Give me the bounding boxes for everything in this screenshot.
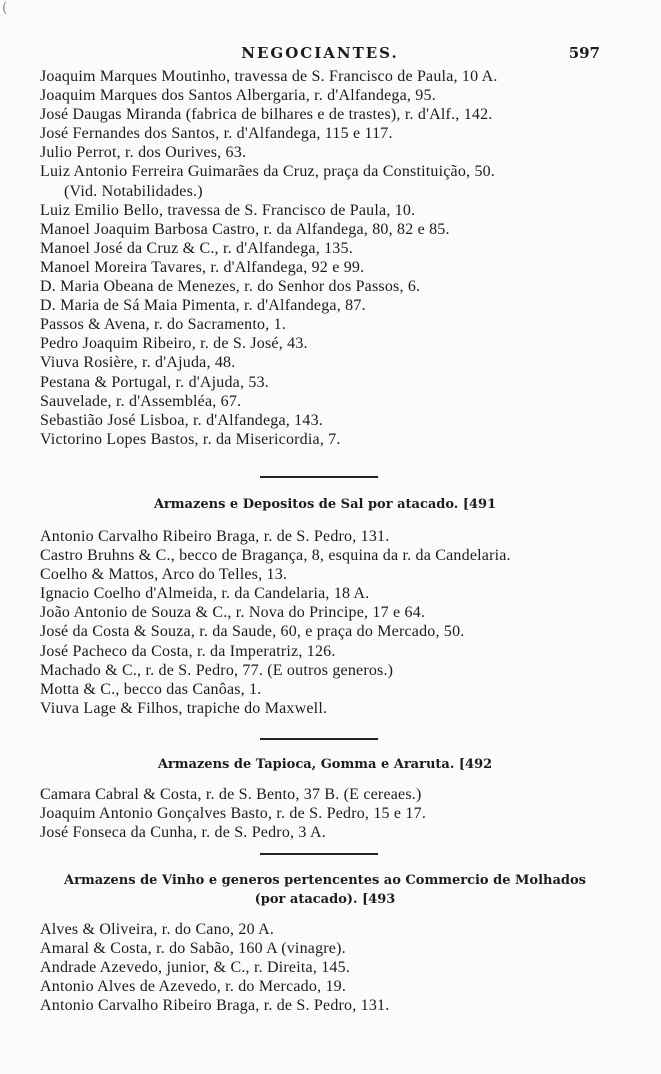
section-divider [260, 476, 378, 478]
list-item: Ignacio Coelho d'Almeida, r. da Candelaria, 18 A. [40, 585, 370, 603]
sal-list [40, 527, 610, 718]
section-title-vinho-line1: Armazens de Vinho e generos pertencentes ao Commercio de Molhados [64, 873, 586, 888]
list-item: Sauvelade, r. d'Assembléa, 67. [40, 392, 242, 410]
list-item: Antonio Alves de Azevedo, r. do Mercado, 19. [40, 978, 347, 996]
list-item: Amaral & Costa, r. do Sabão, 160 A (vinagre). [40, 940, 346, 958]
list-item: Andrade Azevedo, junior, & C., r. Direita, 145. [40, 959, 351, 977]
list-item: D. Maria de Sá Maia Pimenta, r. d'Alfandega, 87. [40, 297, 366, 315]
list-item: Manoel José da Cruz & C., r. d'Alfandega, 135. [40, 239, 353, 257]
list-item: Sebastião José Lisboa, r. d'Alfandega, 143. [40, 411, 323, 429]
list-item: Castro Bruhns & C., becco de Bragança, 8, esquina da r. da Candelaria. [40, 547, 511, 565]
list-item: José da Costa & Souza, r. da Saude, 60, e praça do Mercado, 50. [40, 623, 465, 641]
tapioca-list [40, 785, 610, 842]
list-item: Coelho & Mattos, Arco do Telles, 13. [40, 566, 288, 584]
section-divider [260, 853, 378, 855]
list-item: Joaquim Marques dos Santos Albergaria, r. d'Alfandega, 95. [40, 87, 436, 105]
list-item: Luiz Antonio Ferreira Guimarães da Cruz, praça da Constituição, 50. [40, 163, 496, 181]
page-number: 597 [568, 44, 600, 62]
list-item: Passos & Avena, r. do Sacramento, 1. [40, 316, 286, 334]
running-head: NEGOCIANTES. [241, 44, 399, 62]
list-item: José Pacheco da Costa, r. da Imperatriz, 126. [40, 642, 336, 660]
list-item: Joaquim Antonio Gonçalves Basto, r. de S. Pedro, 15 e 17. [40, 805, 427, 823]
list-item: Machado & C., r. de S. Pedro, 77. (E outros generos.) [40, 661, 394, 679]
list-item: Antonio Carvalho Ribeiro Braga, r. de S. Pedro, 131. [40, 528, 390, 545]
list-item: José Fonseca da Cunha, r. de S. Pedro, 3 A. [40, 824, 326, 842]
section-divider [260, 738, 378, 740]
section-title-sal: Armazens e Depositos de Sal por atacado. [491 [153, 497, 497, 512]
list-item-note: (Vid. Notabilidades.) [64, 182, 203, 200]
list-item: Viuva Rosière, r. d'Ajuda, 48. [40, 354, 236, 372]
list-item: Antonio Carvalho Ribeiro Braga, r. de S. Pedro, 131. [40, 997, 390, 1015]
negociantes-list [40, 67, 610, 449]
list-item: Julio Perrot, r. dos Ourives, 63. [40, 144, 247, 162]
list-item: Victorino Lopes Bastos, r. da Misericordia, 7. [40, 430, 341, 448]
list-item: Pedro Joaquim Ribeiro, r. de S. José, 43. [40, 335, 308, 353]
vinho-list [40, 920, 610, 1015]
list-item: Manoel Joaquim Barbosa Castro, r. da Alfandega, 80, 82 e 85. [40, 220, 450, 238]
margin-mark: ( [2, 0, 8, 16]
page-header [40, 44, 600, 66]
list-item: João Antonio de Souza & C., r. Nova do Principe, 17 e 64. [40, 604, 426, 622]
list-item: Luiz Emilio Bello, travessa de S. Francisco de Paula, 10. [40, 201, 416, 219]
list-item: José Fernandes dos Santos, r. d'Alfandega, 115 e 117. [40, 125, 393, 143]
list-item: Viuva Lage & Filhos, trapiche do Maxwell. [40, 699, 328, 717]
list-item: Alves & Oliveira, r. do Cano, 20 A. [40, 921, 275, 938]
list-item: Pestana & Portugal, r. d'Ajuda, 53. [40, 373, 269, 391]
section-title-vinho-line2: (por atacado). [493 [254, 892, 396, 907]
list-item: Manoel Moreira Tavares, r. d'Alfandega, 92 e 99. [40, 258, 365, 276]
list-item: Motta & C., becco das Canôas, 1. [40, 680, 262, 698]
list-item: Joaquim Marques Moutinho, travessa de S. Francisco de Paula, 10 A. [40, 68, 498, 85]
list-item: José Daugas Miranda (fabrica de bilhares e de trastes), r. d'Alf., 142. [40, 106, 493, 124]
list-item: Camara Cabral & Costa, r. de S. Bento, 37 B. (E cereaes.) [40, 786, 422, 803]
list-item: D. Maria Obeana de Menezes, r. do Senhor dos Passos, 6. [40, 278, 421, 296]
section-title-tapioca: Armazens de Tapioca, Gomma e Araruta. [492 [157, 757, 493, 772]
